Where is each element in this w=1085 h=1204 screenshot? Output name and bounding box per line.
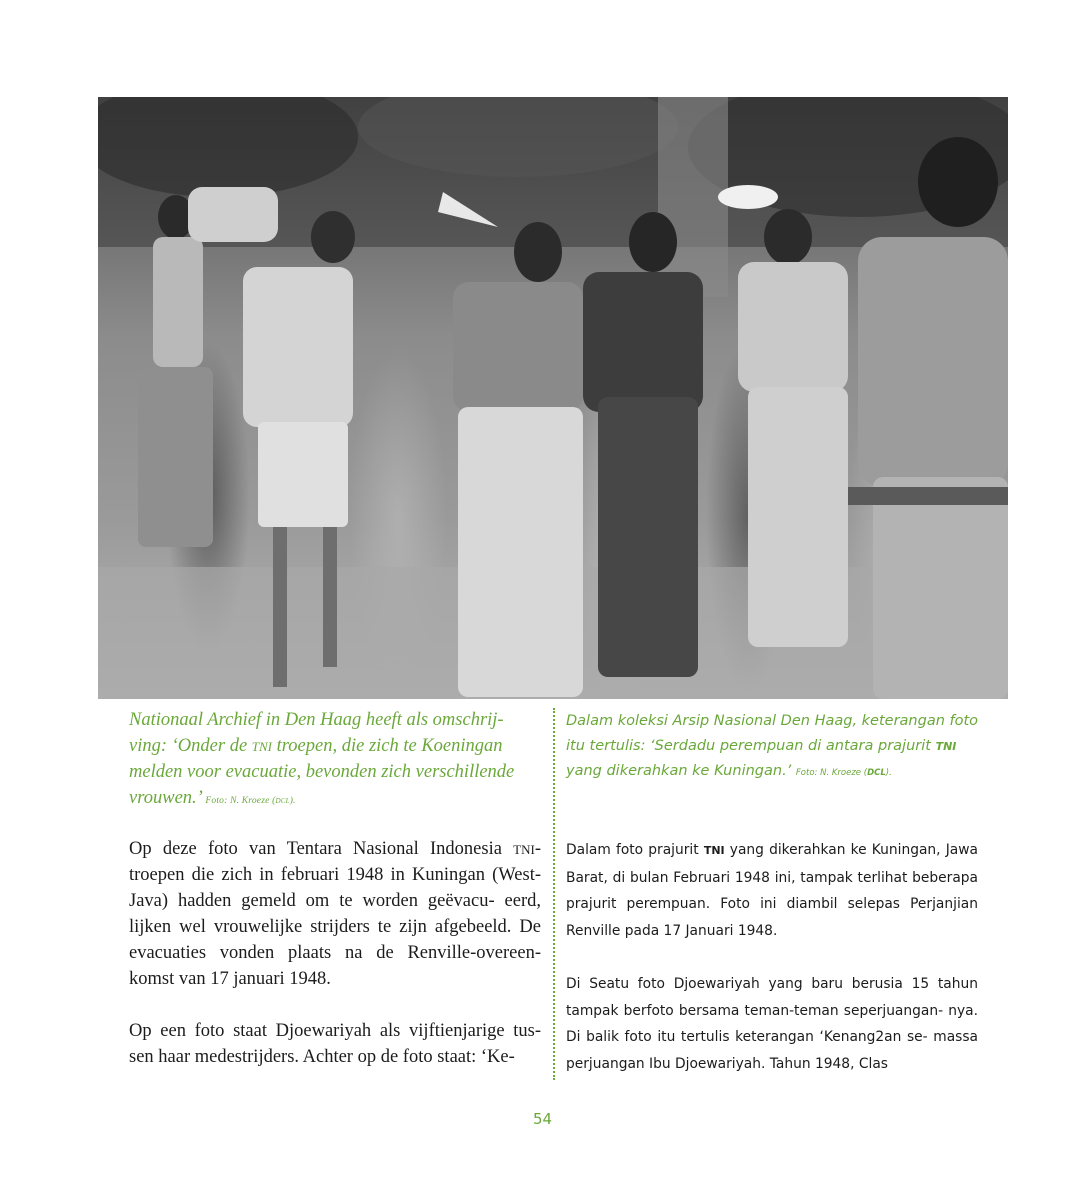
- credit-prefix: Foto: N. Kroeze (: [205, 796, 276, 806]
- credit-suffix-id: ).: [885, 768, 892, 778]
- body-indonesian-p1-a: Dalam foto prajurit: [566, 842, 704, 858]
- credit-suffix: ).: [289, 796, 296, 806]
- caption-indonesian-credit: [796, 768, 892, 778]
- body-dutch-p1-b: - troepen die zich in februari 1948 in Kuningan (West-Java) hadden gemeld om te worden geëvacu- eerd, lijken wel vrouwelijke strijders te zijn afgebeeld. De evacuaties vonden plaats na de Renville-overeen- komst van 17 januari 1948.: [129, 839, 541, 989]
- archival-photo: [98, 97, 1008, 699]
- photo-figures: [98, 97, 1008, 699]
- body-column-indonesian: [566, 837, 978, 1104]
- body-dutch-tni: tni: [513, 839, 535, 859]
- body-indonesian-paragraph-2: Di Seatu foto Djoewariyah yang baru berusia 15 tahun tampak berfoto bersama teman-teman seperjuangan- nya. Di balik foto itu tertulis keterangan ‘Kenang2an se- massa perjuangan Ibu Djoewariyah. Tahun 1948, Clas: [566, 976, 978, 1072]
- body-indonesian-p1-b: yang dikerahkan ke Kuningan, Jawa Barat, di bulan Februari 1948 ini, tampak terlihat beberapa prajurit perempuan. Foto ini diambil selepas Perjanjian Renville pada 17 Januari 1948.: [566, 842, 978, 939]
- column-divider: [553, 708, 555, 1080]
- credit-org: dcl: [275, 796, 290, 806]
- caption-dutch: [129, 707, 527, 814]
- credit-prefix-id: Foto: N. Kroeze (: [795, 768, 868, 778]
- body-column-dutch: [129, 836, 541, 1096]
- body-dutch-paragraph-1: [129, 836, 541, 992]
- caption-dutch-text-1: Nationaal Archief in Den Haag heeft als omschrij- ving: ‘Onder de: [129, 710, 504, 756]
- caption-dutch-credit: [205, 796, 295, 806]
- body-dutch-p1-a: Op deze foto van Tentara Nasional Indonesia: [129, 839, 514, 859]
- caption-indonesian-text-1: Dalam koleksi Arsip Nasional Den Haag, keterangan foto itu tertulis: ‘Serdadu perempuan di antara prajurit: [566, 713, 979, 754]
- body-dutch-paragraph-2: Op een foto staat Djoewariyah als vijftienjarige tus- sen haar medestrijders. Achter op de foto staat: ‘Ke-: [129, 1021, 541, 1067]
- body-indonesian-tni: TNI: [703, 844, 725, 857]
- credit-org-id: DCL: [867, 768, 886, 778]
- body-indonesian-paragraph-1: [566, 837, 978, 944]
- caption-dutch-tni: tni: [251, 736, 273, 756]
- caption-indonesian: [566, 709, 991, 786]
- page-number: 54: [532, 1110, 553, 1128]
- caption-dutch-text-2: troepen, die zich te Koeningan melden voor evacuatie, bevonden zich verschillende vrouwen.’: [129, 736, 515, 808]
- caption-indonesian-text-2: yang dikerahkan ke Kuningan.’: [566, 763, 796, 779]
- caption-indonesian-tni: TNI: [935, 740, 957, 753]
